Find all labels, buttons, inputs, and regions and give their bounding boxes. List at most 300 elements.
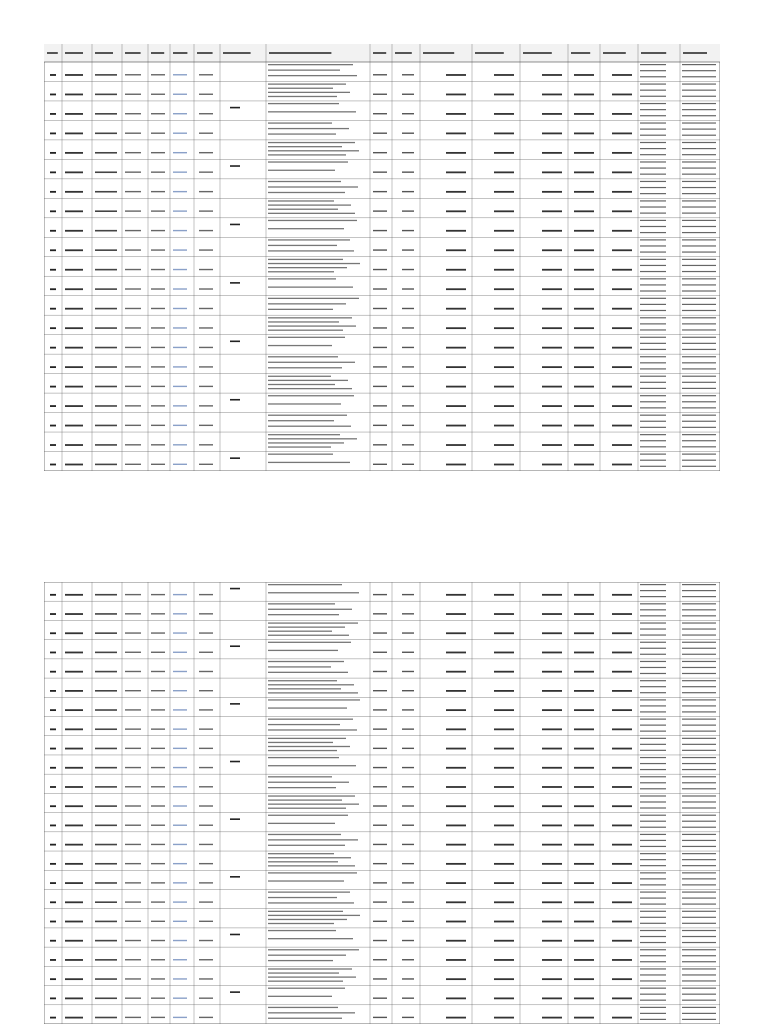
row-value — [542, 113, 562, 115]
row-value — [612, 690, 632, 692]
row-value — [446, 425, 466, 427]
row-number — [50, 405, 56, 407]
row-number — [50, 709, 56, 711]
row-description-line — [268, 666, 331, 667]
row-value — [574, 882, 594, 884]
row-number — [50, 863, 56, 865]
row-value — [612, 901, 632, 903]
row-value — [494, 671, 514, 673]
row-description-line — [268, 442, 344, 443]
row-value — [612, 113, 632, 115]
row-value — [612, 230, 632, 232]
header-cell-text — [197, 52, 213, 54]
row-description-line — [268, 245, 337, 246]
row-value — [612, 748, 632, 750]
row-description-line — [268, 403, 341, 404]
row-number — [50, 671, 56, 673]
row-description-line — [268, 981, 343, 982]
row-value — [612, 652, 632, 654]
row-description-line — [268, 930, 336, 931]
row-description-line — [268, 204, 351, 205]
row-description-line — [268, 815, 348, 816]
row-value — [542, 405, 562, 407]
row-description-line — [268, 955, 346, 956]
row-description-line — [268, 161, 348, 162]
row-requester — [65, 594, 83, 596]
row-number — [50, 805, 56, 807]
row-requester — [65, 94, 83, 96]
row-number — [50, 269, 56, 271]
row-number — [50, 386, 56, 388]
row-description-line — [268, 92, 350, 93]
row-value — [574, 594, 594, 596]
row-value — [542, 805, 562, 807]
row-description-line — [268, 609, 352, 610]
row-value — [574, 1017, 594, 1019]
row-description-line — [268, 688, 341, 689]
row-value — [542, 940, 562, 942]
row-value — [574, 94, 594, 96]
row-value — [494, 74, 514, 76]
row-number — [50, 594, 56, 596]
row-requester — [65, 671, 83, 673]
row-description-line — [268, 765, 356, 766]
row-value — [574, 74, 594, 76]
row-value — [574, 386, 594, 388]
row-description-line — [268, 395, 354, 396]
row-description-line — [268, 839, 358, 840]
row-value — [542, 94, 562, 96]
row-description-line — [268, 891, 350, 892]
row-value — [494, 327, 514, 329]
header-cell-text — [571, 52, 590, 54]
row-value — [494, 425, 514, 427]
spreadsheet-page-1 — [44, 44, 720, 471]
row-value — [494, 748, 514, 750]
header-cell-text — [475, 52, 504, 54]
row-value — [612, 921, 632, 923]
row-value — [542, 210, 562, 212]
row-value — [612, 940, 632, 942]
row-description-line — [268, 911, 343, 912]
row-value — [494, 230, 514, 232]
row-value — [446, 269, 466, 271]
row-value — [446, 386, 466, 388]
row-number — [50, 690, 56, 692]
row-number — [50, 978, 56, 980]
row-value — [446, 288, 466, 290]
row-value — [446, 901, 466, 903]
row-description-line — [268, 631, 332, 632]
row-requester — [65, 767, 83, 769]
row-description-line — [268, 146, 342, 147]
row-requester — [65, 959, 83, 961]
header-cell-text — [95, 52, 113, 54]
row-value — [612, 671, 632, 673]
row-number — [50, 230, 56, 232]
row-value — [446, 632, 466, 634]
row-value — [494, 613, 514, 615]
row-number — [50, 997, 56, 999]
header-cell-text — [523, 52, 552, 54]
row-value — [446, 152, 466, 154]
row-description-line — [268, 83, 346, 84]
row-value — [612, 978, 632, 980]
row-requester — [65, 882, 83, 884]
row-value — [612, 882, 632, 884]
row-description-line — [268, 622, 358, 623]
row-value — [494, 863, 514, 865]
header-cell-text — [373, 52, 386, 54]
row-value — [446, 671, 466, 673]
header-cell-text — [173, 52, 187, 54]
row-requester — [65, 997, 83, 999]
row-requester — [65, 863, 83, 865]
header-cell-text — [603, 52, 626, 54]
header-cell-text — [683, 52, 707, 54]
row-requester — [65, 171, 83, 173]
row-description-line — [268, 680, 337, 681]
row-description-line — [268, 642, 351, 643]
row-value — [574, 191, 594, 193]
row-value — [542, 863, 562, 865]
row-value — [574, 940, 594, 942]
row-value — [446, 652, 466, 654]
row-value — [574, 863, 594, 865]
row-description-line — [268, 420, 334, 421]
row-number — [50, 844, 56, 846]
row-value — [542, 133, 562, 135]
row-value — [494, 844, 514, 846]
row-value — [446, 825, 466, 827]
row-value — [446, 767, 466, 769]
row-value — [574, 671, 594, 673]
row-value — [574, 959, 594, 961]
row-value — [542, 786, 562, 788]
row-requester — [65, 786, 83, 788]
row-number — [50, 152, 56, 154]
row-value — [494, 386, 514, 388]
row-number — [50, 825, 56, 827]
row-value — [612, 366, 632, 368]
row-description-line — [268, 298, 359, 299]
row-value — [494, 171, 514, 173]
row-value — [574, 113, 594, 115]
row-description-line — [268, 69, 340, 70]
row-requester — [65, 690, 83, 692]
row-requester — [65, 632, 83, 634]
sheet-border — [44, 582, 720, 1024]
row-value — [446, 863, 466, 865]
row-description-line — [268, 325, 356, 326]
row-description-line — [268, 303, 346, 304]
row-value — [446, 978, 466, 980]
row-value — [612, 152, 632, 154]
row-value — [612, 959, 632, 961]
row-number — [50, 921, 56, 923]
row-requester — [65, 366, 83, 368]
row-requester — [65, 210, 83, 212]
row-description-line — [268, 209, 338, 210]
row-value — [494, 901, 514, 903]
row-number — [50, 288, 56, 290]
row-value — [574, 978, 594, 980]
row-value — [574, 805, 594, 807]
row-description-line — [268, 181, 341, 182]
row-number — [50, 133, 56, 135]
row-requester — [65, 405, 83, 407]
row-description-line — [268, 738, 346, 739]
row-value — [612, 269, 632, 271]
row-value — [612, 94, 632, 96]
row-value — [542, 327, 562, 329]
row-requester — [65, 425, 83, 427]
row-value — [542, 959, 562, 961]
row-number — [50, 210, 56, 212]
row-requester — [65, 901, 83, 903]
row-description-line — [268, 857, 351, 858]
row-value — [574, 308, 594, 310]
row-description-line — [268, 263, 360, 264]
row-number — [50, 327, 56, 329]
row-requester — [65, 152, 83, 154]
row-value — [542, 249, 562, 251]
row-value — [494, 444, 514, 446]
row-description-line — [268, 128, 349, 129]
row-value — [574, 347, 594, 349]
row-number — [50, 959, 56, 961]
row-description-line — [268, 434, 340, 435]
row-value — [612, 171, 632, 173]
row-description-line — [268, 462, 350, 463]
row-description-line — [268, 972, 339, 973]
row-value — [574, 366, 594, 368]
row-description-line — [268, 782, 349, 783]
row-value — [542, 825, 562, 827]
row-description-line — [268, 228, 344, 229]
row-value — [574, 997, 594, 999]
row-requester — [65, 1017, 83, 1019]
row-number — [50, 728, 56, 730]
row-description-line — [268, 96, 337, 97]
row-description-line — [268, 154, 346, 155]
row-value — [494, 594, 514, 596]
row-description-line — [268, 88, 333, 89]
row-description-line — [268, 259, 343, 260]
row-description-line — [268, 438, 357, 439]
row-description-line — [268, 861, 338, 862]
row-value — [542, 230, 562, 232]
header-cell-text — [223, 52, 251, 54]
row-number — [50, 366, 56, 368]
row-description-line — [268, 150, 359, 151]
row-value — [612, 709, 632, 711]
row-value — [446, 786, 466, 788]
header-cell-text — [125, 52, 141, 54]
row-value — [446, 230, 466, 232]
row-value — [446, 74, 466, 76]
row-description-line — [268, 415, 347, 416]
row-value — [446, 308, 466, 310]
row-description-line — [268, 650, 338, 651]
row-value — [542, 594, 562, 596]
row-description-line — [268, 923, 334, 924]
row-description-line — [268, 1007, 338, 1008]
row-requester — [65, 844, 83, 846]
row-description-line — [268, 996, 332, 997]
row-value — [574, 767, 594, 769]
row-description-line — [268, 834, 341, 835]
spreadsheet-page-2 — [44, 582, 720, 1024]
row-value — [494, 210, 514, 212]
row-requester — [65, 288, 83, 290]
row-description-line — [268, 186, 358, 187]
row-value — [494, 767, 514, 769]
row-value — [446, 347, 466, 349]
row-value — [494, 940, 514, 942]
row-value — [494, 709, 514, 711]
row-value — [542, 652, 562, 654]
row-value — [612, 786, 632, 788]
row-value — [612, 133, 632, 135]
row-description-line — [268, 729, 357, 730]
row-value — [574, 288, 594, 290]
row-value — [574, 327, 594, 329]
row-value — [542, 613, 562, 615]
row-value — [494, 152, 514, 154]
row-description-line — [268, 626, 345, 627]
sheet-grid-page-1 — [44, 44, 720, 471]
row-value — [574, 728, 594, 730]
row-value — [612, 464, 632, 466]
row-number — [50, 940, 56, 942]
row-description-line — [268, 804, 359, 805]
row-value — [542, 386, 562, 388]
row-number — [50, 191, 56, 193]
row-value — [446, 327, 466, 329]
row-value — [612, 997, 632, 999]
row-value — [612, 1017, 632, 1019]
row-value — [542, 191, 562, 193]
row-value — [612, 444, 632, 446]
row-value — [446, 171, 466, 173]
row-value — [446, 921, 466, 923]
row-requester — [65, 191, 83, 193]
row-description-line — [268, 454, 333, 455]
row-value — [446, 594, 466, 596]
row-requester — [65, 978, 83, 980]
row-value — [446, 728, 466, 730]
row-description-line — [268, 960, 333, 961]
row-description-line — [268, 719, 353, 720]
row-description-line — [268, 750, 337, 751]
row-value — [494, 366, 514, 368]
row-number — [50, 786, 56, 788]
row-description-line — [268, 200, 334, 201]
row-value — [542, 288, 562, 290]
row-value — [574, 133, 594, 135]
row-value — [574, 425, 594, 427]
row-number — [50, 767, 56, 769]
row-value — [446, 94, 466, 96]
row-value — [612, 594, 632, 596]
row-description-line — [268, 239, 350, 240]
row-description-line — [268, 635, 349, 636]
row-value — [542, 844, 562, 846]
row-value — [574, 464, 594, 466]
header-cell-text — [151, 52, 164, 54]
row-description-line — [268, 976, 356, 977]
header-cell-text — [47, 52, 58, 54]
row-value — [612, 327, 632, 329]
row-value — [612, 767, 632, 769]
row-value — [542, 464, 562, 466]
row-value — [542, 901, 562, 903]
row-requester — [65, 269, 83, 271]
row-description-line — [268, 309, 333, 310]
row-number — [50, 444, 56, 446]
row-number — [50, 94, 56, 96]
row-description-line — [268, 672, 348, 673]
row-value — [542, 690, 562, 692]
row-description-line — [268, 724, 340, 725]
row-description-line — [268, 1018, 342, 1019]
row-number — [50, 308, 56, 310]
row-value — [612, 386, 632, 388]
row-value — [574, 921, 594, 923]
row-value — [612, 863, 632, 865]
row-value — [574, 652, 594, 654]
row-value — [446, 113, 466, 115]
row-value — [612, 825, 632, 827]
row-value — [612, 728, 632, 730]
row-value — [542, 152, 562, 154]
row-description-line — [268, 919, 347, 920]
row-value — [542, 748, 562, 750]
row-value — [494, 405, 514, 407]
row-description-line — [268, 192, 345, 193]
row-value — [542, 347, 562, 349]
row-value — [574, 748, 594, 750]
row-number — [50, 425, 56, 427]
row-description-line — [268, 317, 352, 318]
row-value — [612, 74, 632, 76]
row-value — [494, 288, 514, 290]
row-value — [494, 94, 514, 96]
row-value — [494, 347, 514, 349]
row-value — [446, 366, 466, 368]
row-value — [494, 728, 514, 730]
row-description-line — [268, 337, 345, 338]
row-description-line — [268, 142, 355, 143]
row-value — [574, 901, 594, 903]
row-number — [50, 748, 56, 750]
row-value — [612, 191, 632, 193]
row-description-line — [268, 426, 351, 427]
row-description-line — [268, 938, 353, 939]
row-description-line — [268, 384, 335, 385]
row-value — [446, 940, 466, 942]
row-description-line — [268, 614, 339, 615]
row-requester — [65, 444, 83, 446]
row-value — [446, 959, 466, 961]
row-value — [542, 308, 562, 310]
row-value — [612, 632, 632, 634]
row-value — [542, 269, 562, 271]
row-value — [494, 825, 514, 827]
row-value — [612, 425, 632, 427]
row-number — [50, 74, 56, 76]
